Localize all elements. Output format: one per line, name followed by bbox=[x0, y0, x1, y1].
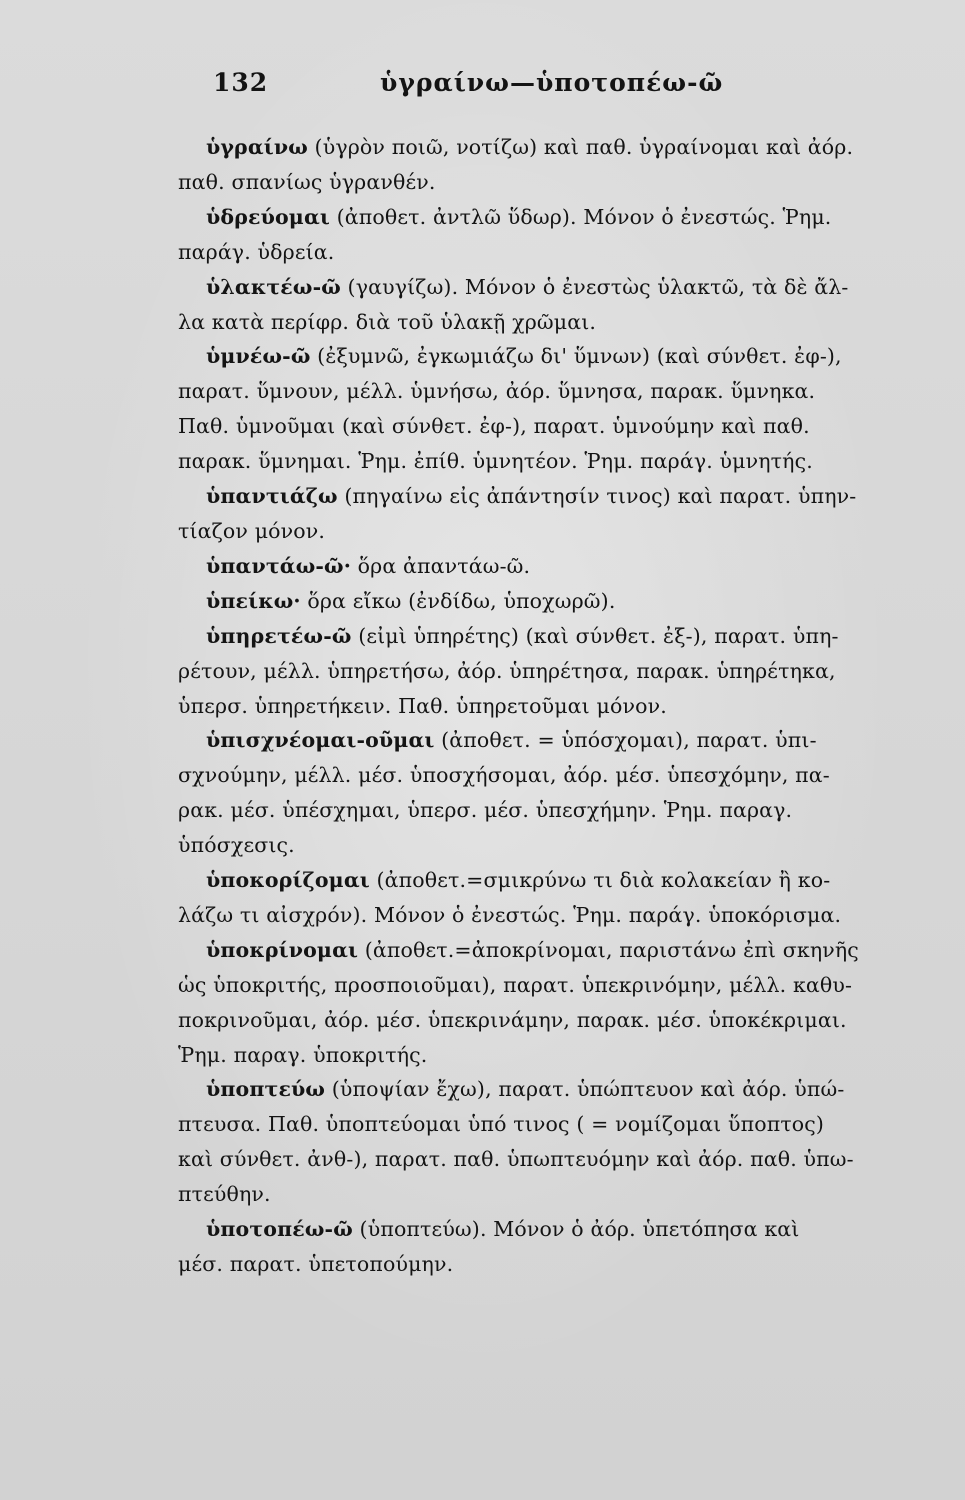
entry-text-line: Ῥημ. παραγ. ὑποκριτής. bbox=[178, 1042, 428, 1067]
entry-text-line: (ἀποθετ.=σμικρύνω τι διὰ κολακείαν ἢ κο- bbox=[369, 868, 831, 893]
entry-headword: ὑγραίνω bbox=[206, 135, 308, 159]
entry-text-line: ρακ. μέσ. ὑπέσχημαι, ὑπερσ. μέσ. ὑπεσχήμην. Ῥημ. παραγ. bbox=[178, 798, 793, 823]
entry-headword: ὑπισχνέομαι-οῦμαι bbox=[206, 728, 435, 753]
entry-text-line: ποκρινοῦμαι, ἀόρ. μέσ. ὑπεκρινάμην, παρακ. μέσ. ὑποκέκριμαι. bbox=[178, 1007, 847, 1032]
dictionary-entry bbox=[178, 479, 898, 549]
entry-text-line: Παθ. ὑμνοῦμαι (καὶ σύνθετ. ἐφ-), παρατ. ὑμνούμην καὶ παθ. bbox=[178, 414, 810, 439]
entry-text-line: (ὑγρὸν ποιῶ, νοτίζω) καὶ παθ. ὑγραίνομαι καὶ ἀόρ. bbox=[307, 135, 854, 159]
dictionary-entry bbox=[178, 1072, 898, 1212]
entry-headword: ὑποκρίνομαι bbox=[206, 937, 359, 962]
entry-text-line: μέσ. παρατ. ὑπετοπούμην. bbox=[178, 1252, 454, 1276]
entry-text-line: (ἀποθετ. ἀντλῶ ὕδωρ). Μόνον ὁ ἐνεστώς. Ῥημ. bbox=[329, 204, 832, 229]
entry-headword: ὑπαντάω-ῶ· bbox=[206, 553, 351, 578]
entry-first-line bbox=[178, 1072, 898, 1107]
dictionary-entry bbox=[178, 584, 898, 619]
entry-text-line: (εἰμὶ ὑπηρέτης) (καὶ σύνθετ. ἐξ-), παρατ. ὑπη- bbox=[351, 623, 839, 648]
entry-text-line: πτευσα. Παθ. ὑποπτεύομαι ὑπό τινος ( = νομίζομαι ὕποπτος) bbox=[178, 1112, 825, 1137]
entry-headword: ὑπαντιάζω bbox=[206, 484, 338, 509]
entry-headword: ὑμνέω-ῶ bbox=[206, 344, 311, 369]
entry-text-line: (ἐξυμνῶ, ἐγκωμιάζω δι' ὕμνων) (καὶ σύνθετ. ἐφ-), bbox=[310, 344, 842, 369]
entry-first-line bbox=[178, 933, 898, 968]
entry-first-line bbox=[178, 1212, 898, 1247]
entry-first-line bbox=[178, 863, 898, 898]
entry-text-line: σχνούμην, μέλλ. μέσ. ὑποσχήσομαι, ἀόρ. μέσ. ὑπεσχόμην, πα- bbox=[178, 763, 830, 788]
entry-text-line: ὅρα εἴκω (ἐνδίδω, ὑποχωρῶ). bbox=[300, 588, 616, 613]
dictionary-entry bbox=[178, 339, 898, 479]
entry-text-line: παρακ. ὕμνημαι. Ῥημ. ἐπίθ. ὑμνητέον. Ῥημ. παράγ. ὑμνητής. bbox=[178, 449, 813, 474]
entry-text-line: (πηγαίνω εἰς ἀπάντησίν τινος) καὶ παρατ. ὑπην- bbox=[337, 484, 857, 509]
entry-text-line: πτεύθην. bbox=[178, 1182, 271, 1207]
entry-headword: ὑπείκω· bbox=[206, 588, 301, 613]
entry-first-line bbox=[178, 723, 898, 758]
entry-first-line bbox=[178, 479, 898, 514]
entry-text-line: (ἀποθετ. = ὑπόσχομαι), παρατ. ὑπι- bbox=[434, 728, 817, 753]
entry-text-line: παρατ. ὕμνουν, μέλλ. ὑμνήσω, ἀόρ. ὕμνησα, παρακ. ὕμνηκα. bbox=[178, 379, 816, 404]
entry-first-line bbox=[178, 584, 898, 619]
entry-first-line bbox=[178, 200, 898, 235]
dictionary-entry bbox=[178, 1212, 898, 1282]
entry-text-line: λάζω τι αἰσχρόν). Μόνον ὁ ἐνεστώς. Ῥημ. παράγ. ὑποκόρισμα. bbox=[178, 902, 842, 927]
entry-text-line: ὡς ὑποκριτής, προσποιοῦμαι), παρατ. ὑπεκρινόμην, μέλλ. καθυ- bbox=[178, 972, 853, 997]
entry-headword: ὑδρεύομαι bbox=[206, 204, 330, 229]
page-header bbox=[0, 68, 965, 108]
entry-text-line: καὶ σύνθετ. ἀνθ-), παρατ. παθ. ὑπωπτευόμην καὶ ἀόρ. παθ. ὑπω- bbox=[178, 1147, 854, 1172]
dictionary-entry bbox=[178, 549, 898, 584]
entry-text-line: παράγ. ὑδρεία. bbox=[178, 239, 335, 264]
entry-first-line bbox=[178, 130, 898, 165]
dictionary-entry bbox=[178, 723, 898, 863]
entry-headword: ὑλακτέω-ῶ bbox=[206, 274, 341, 299]
entry-text-line: (ὑποψίαν ἔχω), παρατ. ὑπώπτευον καὶ ἀόρ. ὑπώ- bbox=[325, 1077, 845, 1102]
entry-headword: ὑποκορίζομαι bbox=[206, 868, 370, 893]
entry-text-line: ὅρα ἀπαντάω-ῶ. bbox=[350, 553, 531, 578]
dictionary-entry bbox=[178, 130, 898, 200]
dictionary-entry bbox=[178, 863, 898, 933]
entry-text-line: παθ. σπανίως ὑγρανθέν. bbox=[178, 169, 436, 194]
entry-text-line: ὑπόσχεσις. bbox=[178, 833, 295, 858]
entry-text-line: ρέτουν, μέλλ. ὑπηρετήσω, ἀόρ. ὑπηρέτησα, παρακ. ὑπηρέτηκα, bbox=[178, 658, 836, 683]
entry-first-line bbox=[178, 619, 898, 654]
entry-headword: ὑπηρετέω-ῶ bbox=[206, 623, 352, 648]
dictionary-entries bbox=[178, 130, 898, 1282]
dictionary-entry bbox=[178, 270, 898, 340]
running-head: ὑγραίνω—ὑποτοπέω-ῶ bbox=[380, 68, 724, 97]
entry-first-line bbox=[178, 339, 898, 374]
entry-text-line: λα κατὰ περίφρ. διὰ τοῦ ὑλακῇ χρῶμαι. bbox=[178, 309, 597, 334]
entry-headword: ὑποτοπέω-ῶ bbox=[206, 1217, 353, 1242]
entry-first-line bbox=[178, 549, 898, 584]
dictionary-entry bbox=[178, 933, 898, 1073]
dictionary-entry bbox=[178, 200, 898, 270]
dictionary-entry bbox=[178, 619, 898, 724]
entry-text-line: (γαυγίζω). Μόνον ὁ ἐνεστὼς ὑλακτῶ, τὰ δὲ ἄλ- bbox=[340, 274, 849, 299]
entry-text-line: (ὑποπτεύω). Μόνον ὁ ἀόρ. ὑπετόπησα καὶ bbox=[352, 1217, 800, 1242]
entry-text-line: ὑπερσ. ὑπηρετήκειν. Παθ. ὑπηρετοῦμαι μόνον. bbox=[178, 693, 667, 718]
entry-text-line: (ἀποθετ.=ἀποκρίνομαι, παριστάνω ἐπὶ σκηνῆς bbox=[358, 937, 859, 962]
entry-text-line: τίαζον μόνον. bbox=[178, 518, 326, 543]
entry-first-line bbox=[178, 270, 898, 305]
entry-headword: ὑποπτεύω bbox=[206, 1077, 326, 1102]
page-number: 132 bbox=[213, 68, 269, 97]
